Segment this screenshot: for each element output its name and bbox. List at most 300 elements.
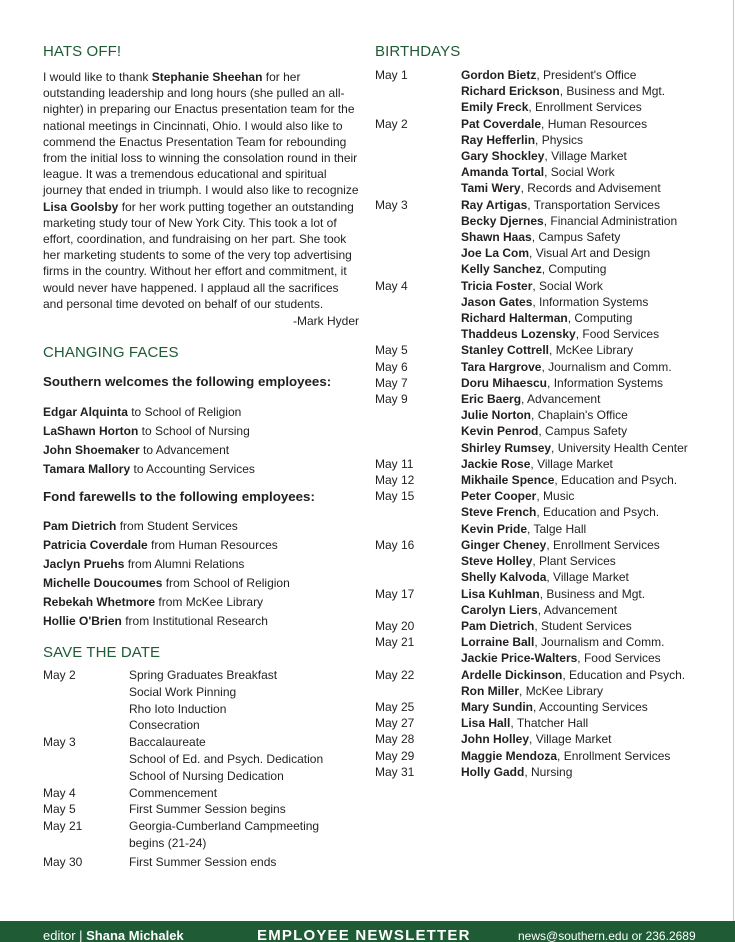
farewell-title: Fond farewells to the following employees: (43, 489, 315, 505)
separator: , (554, 473, 562, 488)
birthday-person (461, 375, 720, 391)
person-name: Thaddeus Lozensky (461, 327, 576, 342)
birthday-person (461, 294, 720, 310)
separator: , (559, 84, 567, 99)
person-name: Lisa Kuhlman (461, 586, 540, 601)
birthday-people (461, 748, 720, 764)
event-date: May 5 (43, 802, 76, 817)
birthday-person (461, 229, 720, 245)
birthday-day (375, 667, 720, 699)
birthday-person (461, 278, 720, 294)
birthday-day (375, 634, 720, 666)
event-item: School of Nursing Dedication (129, 768, 284, 783)
person-name: Ray Hefferlin (461, 132, 536, 147)
farewell-list (43, 517, 359, 631)
birthday-day (375, 342, 720, 358)
employee-department: to School of Religion (127, 405, 242, 420)
person-name: Shelly Kalvoda (461, 570, 547, 585)
employee-name: Michelle Doucoumes (43, 576, 163, 591)
person-name: Mary Sundin (461, 699, 534, 714)
event-items (129, 785, 359, 802)
event-items (129, 854, 359, 871)
welcome-list (43, 403, 359, 479)
farewell-item (43, 517, 359, 536)
right-column (375, 42, 720, 780)
employee-name: LaShawn Horton (43, 424, 139, 439)
birthday-day (375, 472, 720, 488)
event-item: Rho Ioto Induction (129, 701, 227, 716)
save-the-date-section (43, 643, 359, 871)
recognized-name: Stephanie Sheehan (151, 70, 263, 84)
person-name: Mikhaile Spence (461, 473, 555, 488)
event-date: May 30 (43, 854, 83, 869)
person-department: Education and Psych. (561, 473, 678, 488)
person-department: Student Services (541, 618, 632, 633)
birthday-person (461, 148, 720, 164)
separator: , (531, 230, 539, 245)
birthday-people (461, 197, 720, 278)
employee-name: Edgar Alquinta (43, 405, 128, 420)
separator: , (527, 521, 534, 536)
separator: , (546, 537, 554, 552)
birthday-date: May 6 (375, 359, 408, 374)
separator: , (535, 132, 542, 147)
employee-name: Jaclyn Pruehs (43, 557, 125, 572)
birthday-day (375, 764, 720, 780)
event-item: Commencement (129, 785, 218, 800)
person-department: Physics (541, 132, 584, 147)
birthday-person (461, 423, 720, 439)
person-name: Ardelle Dickinson (461, 667, 563, 682)
employee-name: Hollie O'Brien (43, 614, 122, 629)
person-name: Julie Norton (461, 408, 532, 423)
separator: , (536, 489, 544, 504)
welcome-title: Southern welcomes the following employees: (43, 374, 332, 390)
birthday-date: May 28 (375, 732, 415, 747)
birthday-person (461, 67, 720, 83)
event-row (43, 854, 359, 871)
separator: , (541, 262, 549, 277)
person-department: Business and Mgt. (566, 84, 666, 99)
separator: , (529, 732, 536, 747)
event-item: Spring Graduates Breakfast (129, 668, 278, 683)
birthday-people (461, 586, 720, 618)
birthday-day (375, 699, 720, 715)
employee-department: from Human Resources (147, 538, 278, 553)
farewell-item (43, 574, 359, 593)
person-department: Information Systems (539, 294, 649, 309)
person-department: Computing (548, 262, 607, 277)
separator: , (546, 570, 554, 585)
separator: , (557, 748, 564, 763)
person-name: Gordon Bietz (461, 68, 537, 82)
person-department: Education and Psych. (543, 505, 660, 520)
person-name: Gary Shockley (461, 149, 545, 164)
birthday-person (461, 472, 720, 488)
editor-label: editor | (43, 928, 87, 942)
person-name: Richard Erickson (461, 84, 560, 99)
person-name: Richard Halterman (461, 311, 568, 326)
hats-off-paragraph (43, 69, 359, 312)
person-name: Jason Gates (461, 294, 533, 309)
birthday-person (461, 310, 720, 326)
person-department: Advancement (543, 602, 618, 617)
person-name: Steve Holley (461, 554, 533, 569)
farewell-item (43, 536, 359, 555)
separator: , (521, 392, 528, 407)
birthday-day (375, 537, 720, 586)
person-department: Campus Safety (545, 424, 628, 439)
birthday-day (375, 67, 720, 116)
birthday-person (461, 586, 720, 602)
birthday-day (375, 748, 720, 764)
person-department: Village Market (553, 570, 629, 585)
birthday-people (461, 699, 720, 715)
birthday-people (461, 764, 720, 780)
person-name: Joe La Com (461, 246, 530, 261)
person-department: Financial Administration (550, 213, 678, 228)
changing-faces-heading: CHANGING FACES (43, 344, 179, 362)
birthday-date: May 5 (375, 343, 408, 358)
person-name: Pam Dietrich (461, 618, 535, 633)
footer-editor (43, 928, 184, 942)
employee-department: from School of Religion (162, 576, 290, 591)
welcome-item (43, 422, 359, 441)
person-department: Journalism and Comm. (548, 359, 672, 374)
farewell-item (43, 612, 359, 631)
person-department: Chaplain's Office (537, 408, 628, 423)
person-department: Village Market (535, 732, 612, 747)
person-department: Enrollment Services (563, 748, 671, 763)
person-department: Visual Art and Design (535, 246, 651, 261)
birthday-people (461, 278, 720, 343)
separator: , (531, 408, 538, 423)
birthday-person (461, 488, 720, 504)
separator: , (539, 586, 547, 601)
event-items (129, 801, 359, 818)
birthday-person (461, 342, 720, 358)
footer-contact: news@southern.edu or 236.2689 (518, 929, 696, 942)
employee-name: Rebekah Whetmore (43, 595, 156, 610)
paragraph-text: for her outstanding leadership and long hours (she pulled an all-nighter) in preparing our Enactus presentation team for the national meetings in Cincinnati, Ohio. I would also like to commend the Enactus Presentation Team for rebounding from the initial loss to winning the consolation round in their league. It was a tremendous educational and spiritual journey that ended in triumph. I would also like to recognize (43, 70, 359, 198)
person-department: Nursing (531, 764, 573, 779)
person-department: Social Work (539, 278, 603, 293)
separator: , (528, 100, 536, 115)
person-department: Village Market (551, 149, 627, 164)
event-item: Social Work Pinning (129, 684, 237, 699)
event-items (129, 667, 359, 734)
event-date: May 3 (43, 735, 76, 750)
separator: , (538, 424, 546, 439)
separator: , (536, 68, 543, 82)
person-department: Transportation Services (533, 197, 660, 212)
person-name: Tara Hargrove (461, 359, 542, 374)
person-name: Jackie Rose (461, 456, 531, 471)
person-name: Lorraine Ball (461, 635, 535, 650)
birthday-person (461, 521, 720, 537)
birthday-person (461, 261, 720, 277)
birthday-person (461, 245, 720, 261)
person-department: Human Resources (547, 116, 648, 131)
birthday-people (461, 391, 720, 456)
separator: , (532, 278, 540, 293)
birthday-person (461, 715, 720, 731)
separator: , (577, 651, 584, 666)
birthday-date: May 7 (375, 375, 408, 390)
birthday-day (375, 488, 720, 537)
birthday-person (461, 359, 720, 375)
birthday-date: May 31 (375, 764, 415, 779)
person-department: University Health Center (557, 440, 688, 455)
event-row (43, 667, 359, 734)
person-department: McKee Library (525, 683, 604, 698)
employee-department: to Advancement (139, 443, 230, 458)
person-department: Village Market (537, 456, 613, 471)
event-item: Georgia-Cumberland Campmeeting (129, 819, 320, 834)
separator: , (537, 602, 544, 617)
event-item: School of Ed. and Psych. Dedication (129, 752, 324, 767)
separator: , (520, 181, 528, 196)
event-item: Consecration (129, 718, 200, 733)
person-department: Computing (574, 311, 633, 326)
birthday-person (461, 683, 720, 699)
birthday-person (461, 618, 720, 634)
birthday-day (375, 359, 720, 375)
separator: , (567, 311, 575, 326)
birthday-date: May 17 (375, 586, 415, 601)
birthday-date: May 25 (375, 699, 415, 714)
birthday-person (461, 164, 720, 180)
birthday-date: May 9 (375, 392, 408, 407)
save-the-date-heading: SAVE THE DATE (43, 644, 161, 662)
person-department: McKee Library (555, 343, 634, 358)
person-department: Social Work (550, 165, 615, 180)
birthday-person (461, 456, 720, 472)
birthday-date: May 21 (375, 635, 415, 650)
employee-department: from McKee Library (155, 595, 264, 610)
birthday-person (461, 602, 720, 618)
birthday-date: May 15 (375, 489, 415, 504)
footer-bar (0, 921, 735, 942)
birthday-people (461, 472, 720, 488)
farewell-item (43, 555, 359, 574)
person-name: Eric Baerg (461, 392, 522, 407)
birthday-people (461, 359, 720, 375)
person-department: Plant Services (539, 554, 616, 569)
birthday-people (461, 67, 720, 116)
birthday-person (461, 440, 720, 456)
event-item: begins (21-24) (129, 836, 207, 851)
birthday-person (461, 99, 720, 115)
separator: , (536, 505, 544, 520)
person-department: Business and Mgt. (546, 586, 646, 601)
birthday-people (461, 116, 720, 197)
birthday-people (461, 537, 720, 586)
birthdays-list (375, 67, 720, 780)
event-row (43, 734, 359, 784)
event-row (43, 818, 359, 852)
event-items (129, 734, 359, 784)
events-list (43, 667, 359, 871)
birthday-person (461, 391, 720, 407)
birthday-day (375, 731, 720, 747)
recognized-name: Lisa Goolsby (43, 199, 119, 214)
event-items (129, 818, 359, 852)
birthday-date: May 12 (375, 473, 415, 488)
birthday-person (461, 748, 720, 764)
birthday-person (461, 197, 720, 213)
separator: , (533, 699, 540, 714)
employee-department: from Institutional Research (121, 614, 268, 629)
birthday-day (375, 278, 720, 343)
birthday-day (375, 391, 720, 456)
birthday-people (461, 488, 720, 537)
separator: , (510, 716, 517, 731)
birthday-person (461, 180, 720, 196)
person-name: Holly Gadd (461, 764, 525, 779)
person-name: Ron Miller (461, 683, 520, 698)
person-name: Maggie Mendoza (461, 748, 558, 763)
birthday-person (461, 504, 720, 520)
person-name: Kevin Penrod (461, 424, 539, 439)
person-name: Shawn Haas (461, 230, 532, 245)
person-name: Lisa Hall (461, 716, 511, 731)
person-department: Talge Hall (533, 521, 587, 536)
birthday-day (375, 618, 720, 634)
person-department: President's Office (543, 68, 637, 82)
birthday-person (461, 116, 720, 132)
separator: , (544, 149, 552, 164)
editor-name: Shana Michalek (86, 928, 184, 942)
newsletter-title: EMPLOYEE NEWSLETTER (257, 927, 471, 942)
separator: , (519, 683, 526, 698)
birthday-people (461, 667, 720, 699)
person-name: Tami Wery (461, 181, 521, 196)
farewell-item (43, 593, 359, 612)
birthday-person (461, 553, 720, 569)
person-name: Doru Mihaescu (461, 375, 548, 390)
event-item: Baccalaureate (129, 735, 206, 750)
birthday-day (375, 197, 720, 278)
birthday-people (461, 375, 720, 391)
birthday-date: May 20 (375, 618, 415, 633)
person-name: Shirley Rumsey (461, 440, 552, 455)
separator: , (534, 635, 542, 650)
event-row (43, 785, 359, 802)
birthday-day (375, 375, 720, 391)
event-row (43, 801, 359, 818)
birthday-date: May 2 (375, 116, 408, 131)
separator: , (534, 618, 542, 633)
person-name: Kevin Pride (461, 521, 528, 536)
birthday-date: May 11 (375, 456, 414, 471)
hats-off-signature: -Mark Hyder (292, 314, 359, 329)
person-name: Pat Coverdale (461, 116, 542, 131)
person-name: Ginger Cheney (461, 537, 547, 552)
birthday-day (375, 586, 720, 618)
birthday-date: May 1 (375, 68, 408, 82)
birthday-person (461, 83, 720, 99)
employee-department: to Accounting Services (130, 462, 255, 477)
birthday-person (461, 132, 720, 148)
birthday-person (461, 407, 720, 423)
separator: , (524, 764, 532, 779)
paragraph-text: I would like to thank (43, 70, 152, 84)
person-department: Journalism and Comm. (541, 635, 665, 650)
person-department: Food Services (583, 651, 661, 666)
birthday-person (461, 634, 720, 650)
separator: , (544, 165, 551, 180)
changing-faces-section (43, 343, 359, 631)
person-name: Stanley Cottrell (461, 343, 550, 358)
birthday-date: May 3 (375, 197, 408, 212)
person-department: Food Services (582, 327, 660, 342)
welcome-item (43, 441, 359, 460)
birthday-date: May 4 (375, 278, 408, 293)
birthday-people (461, 342, 720, 358)
separator: , (551, 440, 558, 455)
birthday-date: May 27 (375, 716, 415, 731)
birthday-day (375, 116, 720, 197)
person-department: Information Systems (553, 375, 664, 390)
birthday-person (461, 699, 720, 715)
birthday-date: May 16 (375, 537, 415, 552)
employee-name: Tamara Mallory (43, 462, 131, 477)
person-department: Thatcher Hall (516, 716, 589, 731)
person-name: Carolyn Liers (461, 602, 538, 617)
birthday-people (461, 456, 720, 472)
separator: , (549, 343, 556, 358)
employee-name: Patricia Coverdale (43, 538, 148, 553)
person-name: Emily Freck (461, 100, 529, 115)
event-date: May 21 (43, 819, 83, 834)
separator: , (529, 246, 536, 261)
welcome-item (43, 460, 359, 479)
hats-off-heading: HATS OFF! (43, 43, 122, 60)
person-department: Records and Advisement (527, 181, 661, 196)
employee-name: Pam Dietrich (43, 519, 117, 534)
person-name: Amanda Tortal (461, 165, 545, 180)
birthday-people (461, 634, 720, 666)
birthday-date: May 29 (375, 748, 415, 763)
person-department: Campus Safety (538, 230, 621, 245)
employee-department: from Student Services (116, 519, 238, 534)
event-date: May 2 (43, 668, 76, 683)
separator: , (532, 554, 540, 569)
person-name: Peter Cooper (461, 489, 537, 504)
person-name: Ray Artigas (461, 197, 528, 212)
person-name: Tricia Foster (461, 278, 533, 293)
person-department: Enrollment Services (535, 100, 642, 115)
left-column (43, 42, 359, 871)
separator: , (530, 456, 538, 471)
birthday-person (461, 764, 720, 780)
birthday-person (461, 569, 720, 585)
birthday-day (375, 715, 720, 731)
birthday-person (461, 537, 720, 553)
birthday-person (461, 650, 720, 666)
birthday-person (461, 326, 720, 342)
employee-department: from Alumni Relations (124, 557, 245, 572)
employee-name: John Shoemaker (43, 443, 140, 458)
person-department: Music (543, 489, 575, 504)
person-department: Advancement (527, 392, 601, 407)
person-name: Kelly Sanchez (461, 262, 542, 277)
person-name: John Holley (461, 732, 530, 747)
birthday-people (461, 731, 720, 747)
birthday-people (461, 618, 720, 634)
birthday-people (461, 715, 720, 731)
